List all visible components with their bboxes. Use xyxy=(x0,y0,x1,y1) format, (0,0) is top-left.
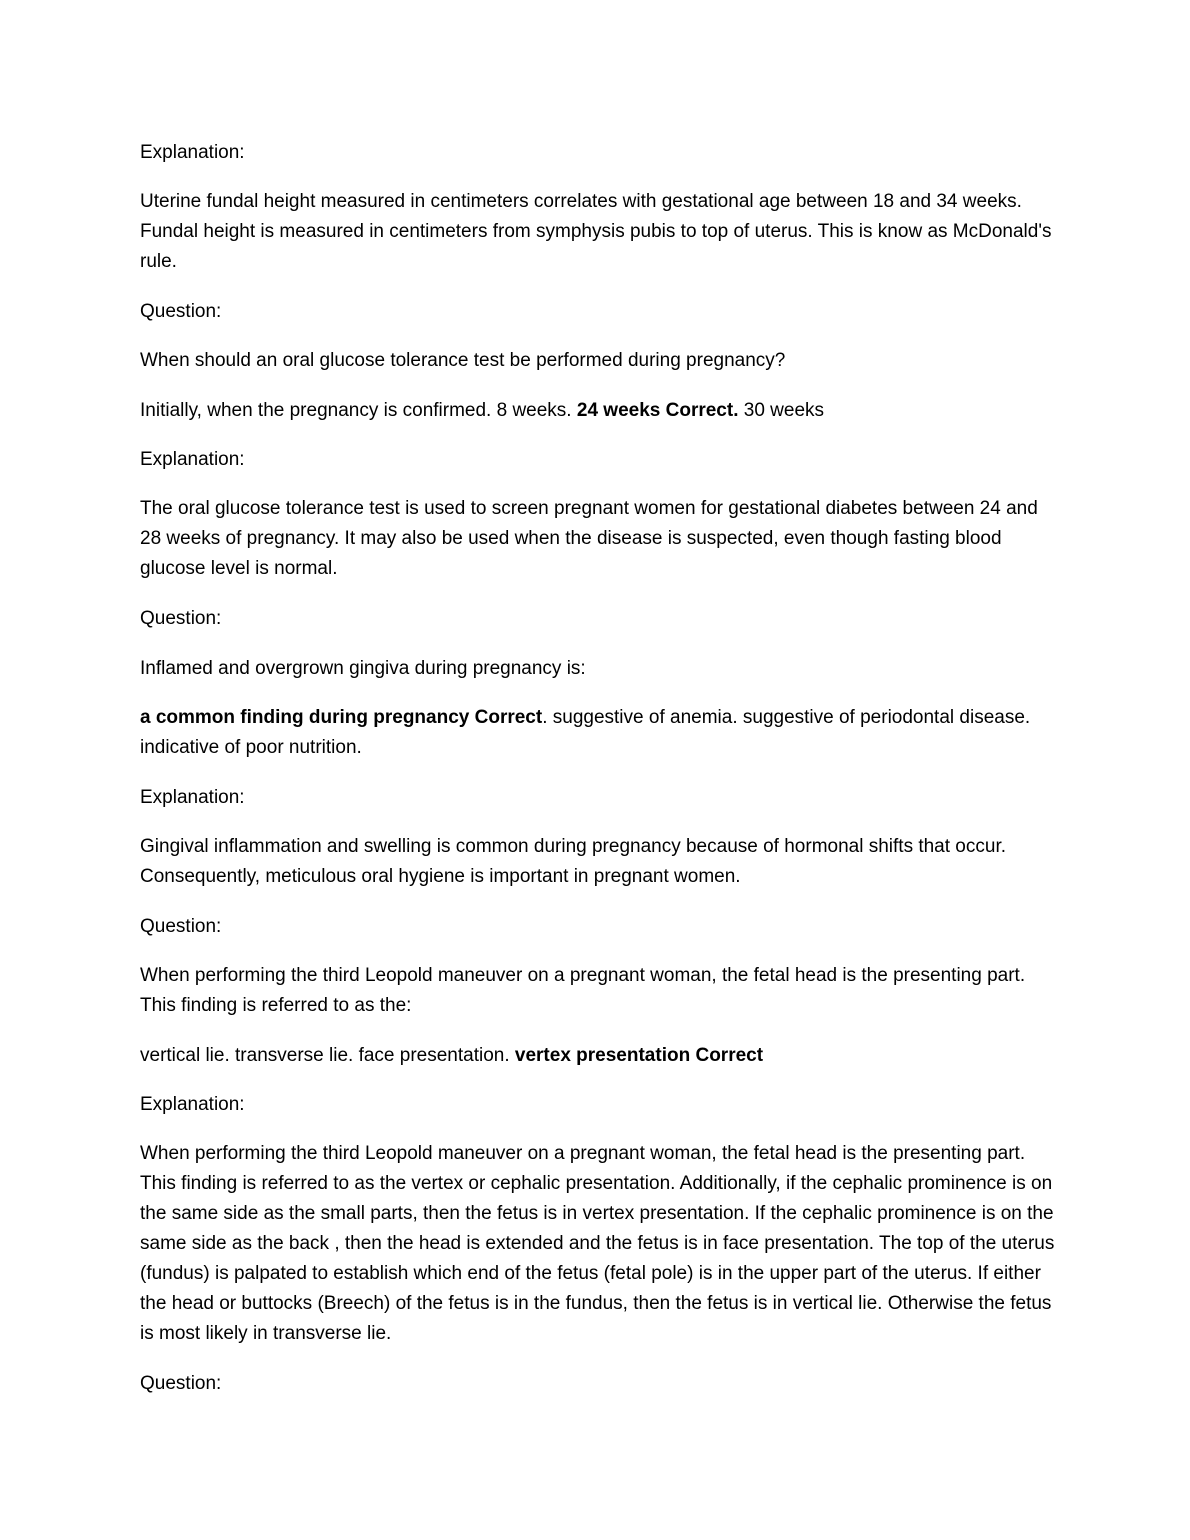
explanation-glucose-test: The oral glucose tolerance test is used to screen pregnant women for gestational diabetes between 24 and 28 weeks of pregnancy. It may also be used when the disease is suspected, even though fasting blood glucose level is normal. xyxy=(140,498,1038,579)
explanation-fundal-height: Uterine fundal height measured in centimeters correlates with gestational age between 18 and 34 weeks. Fundal height is measured in centimeters from symphysis pubis to top of uterus. This is know as McDonald's rule. xyxy=(140,191,1052,272)
explanation-label: Explanation: xyxy=(140,449,245,470)
question-label: Question: xyxy=(140,301,222,322)
answer-text: 30 weeks xyxy=(738,400,825,421)
explanation-label: Explanation: xyxy=(140,787,245,808)
question-label: Question: xyxy=(140,1373,222,1394)
correct-answer: vertex presentation Correct xyxy=(514,1045,764,1066)
question-label: Question: xyxy=(140,916,222,937)
answer-options-leopold xyxy=(140,1041,1055,1071)
answer-text: Initially, when the pregnancy is confirmed. 8 weeks. xyxy=(140,400,577,421)
question-glucose-test: When should an oral glucose tolerance test be performed during pregnancy? xyxy=(140,350,786,371)
correct-answer: 24 weeks Correct. xyxy=(576,400,739,421)
correct-answer: a common finding during pregnancy Correct xyxy=(140,707,543,728)
explanation-leopold: When performing the third Leopold maneuver on a pregnant woman, the fetal head is the presenting part. This finding is referred to as the vertex or cephalic presentation. Additionally, if the cephalic prominence is on the same side as the small parts, then the fetus is in vertex presentation. If the cephalic prominence is on the same side as the back , then the head is extended and the fetus is in face presentation. The top of the uterus (fundus) is palpated to establish which end of the fetus (fetal pole) is in the upper part of the uterus. If either the head or buttocks (Breech) of the fetus is in the fundus, then the fetus is in vertical lie. Otherwise the fetus is most likely in transverse lie. xyxy=(140,1143,1055,1344)
question-leopold: When performing the third Leopold maneuver on a pregnant woman, the fetal head is the presenting part. This finding is referred to as the: xyxy=(140,965,1026,1016)
explanation-label: Explanation: xyxy=(140,1094,245,1115)
answer-text: . suggestive of anemia. suggestive of periodontal disease. indicative of poor nutrition. xyxy=(140,707,1031,758)
explanation-label: Explanation: xyxy=(140,142,245,163)
question-label: Question: xyxy=(140,608,222,629)
answer-text: vertical lie. transverse lie. face presentation. xyxy=(140,1045,515,1066)
answer-options-gingiva xyxy=(140,703,1055,763)
question-gingiva: Inflamed and overgrown gingiva during pregnancy is: xyxy=(140,658,586,679)
answer-options-glucose xyxy=(140,396,1055,426)
explanation-gingiva: Gingival inflammation and swelling is common during pregnancy because of hormonal shifts that occur. Consequently, meticulous oral hygiene is important in pregnant women. xyxy=(140,836,1007,887)
